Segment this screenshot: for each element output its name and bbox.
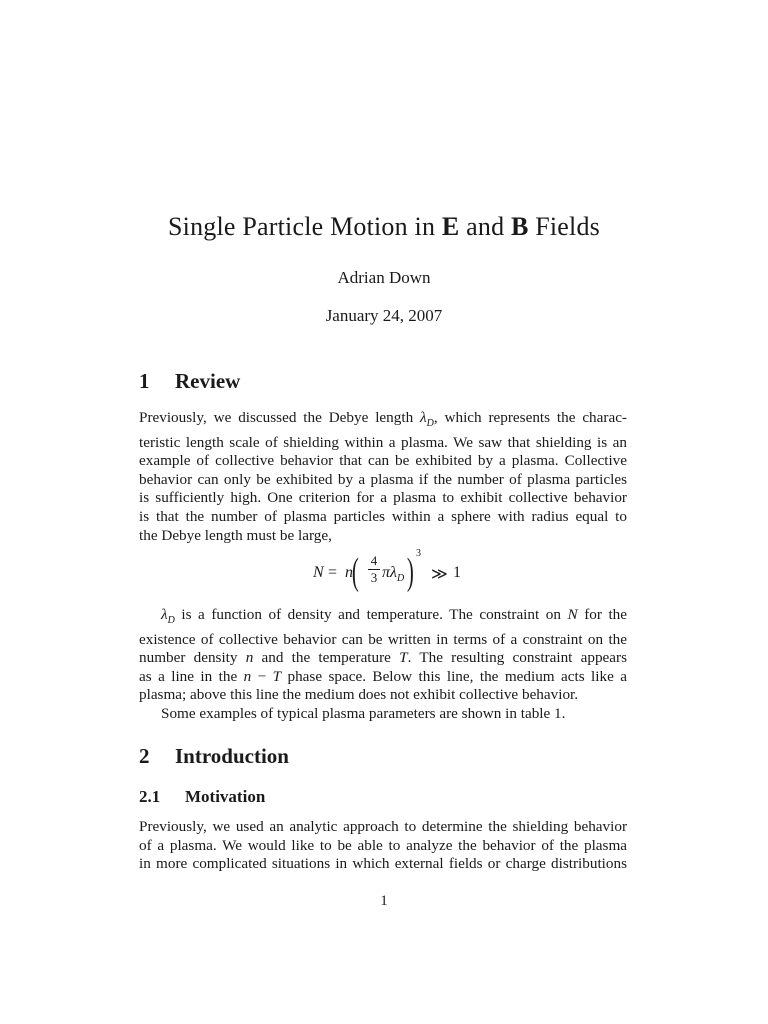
subsection-title: Motivation xyxy=(185,787,266,806)
section-number: 1 xyxy=(139,369,150,393)
text-line: behavior can only be exhibited by a plasma if the number of plasma particles xyxy=(139,470,627,488)
right-paren: ) xyxy=(406,551,414,593)
text-line: example of collective behavior that can be exhibited by a plasma. Collective xyxy=(139,452,627,470)
title-b: B xyxy=(510,212,529,241)
text-line: is that the number of plasma particles within a sphere with radius equal to xyxy=(139,508,627,525)
eq-exponent: 3 xyxy=(416,548,421,559)
section-1-paragraph-2 xyxy=(139,606,627,724)
section-title: Review xyxy=(175,369,241,393)
text-line: in more complicated situations in which external fields or charge distributions xyxy=(139,855,627,873)
page-number: 1 xyxy=(380,893,388,909)
title-e: E xyxy=(441,212,460,241)
text-line: of a plasma. We would like to be able to analyze the behavior of the plasma xyxy=(139,836,627,854)
title-and: and xyxy=(466,212,505,241)
text-line: Previously, we used an analytic approach to determine the shielding behavior xyxy=(139,818,627,835)
section-2-paragraph-1 xyxy=(139,818,627,874)
subsection-2-1-heading xyxy=(139,787,265,807)
section-1-heading xyxy=(139,369,240,394)
text-line: is sufficiently high. One criterion for a plasma to exhibit collective behavior xyxy=(139,489,627,507)
title-suffix: Fields xyxy=(535,212,600,241)
text-line: Some examples of typical plasma parameters are shown in table 1. xyxy=(161,705,566,722)
eq-much-greater: ≫ xyxy=(431,566,448,583)
eq-lhs: N xyxy=(313,564,324,581)
text-line: as a line in the n − T phase space. Below this line, the medium acts like a xyxy=(139,667,627,685)
text-line: plasma; above this line the medium does not exhibit collective behavior. xyxy=(139,686,579,704)
eq-pi-lambda: $\pi\lambda_D$ xyxy=(382,564,405,585)
section-number: 2 xyxy=(139,744,150,768)
text-line: existence of collective behavior can be written in terms of a constraint on the xyxy=(139,630,627,648)
fraction-denominator: 3 xyxy=(370,570,378,585)
date: January 24, 2007 xyxy=(325,306,443,325)
text-line: the Debye length must be large, xyxy=(139,526,332,544)
left-paren: ( xyxy=(351,551,359,593)
fraction xyxy=(368,554,380,585)
equation-collective-criterion xyxy=(0,548,768,596)
text-line: Previously, we discussed the Debye length $\lambda_D$, which represents the charac- xyxy=(139,409,627,430)
fraction-numerator: 4 xyxy=(370,553,378,568)
subsection-number: 2.1 xyxy=(139,787,161,806)
text-line: teristic length scale of shielding within a plasma. We saw that shielding is an xyxy=(139,433,627,451)
eq-rhs: 1 xyxy=(453,564,461,581)
section-1-paragraph-1 xyxy=(139,409,627,545)
text-line: number density n and the temperature T. The resulting constraint appears xyxy=(139,649,627,667)
author: Adrian Down xyxy=(337,268,431,287)
title-prefix: Single Particle Motion in xyxy=(168,212,436,241)
eq-density: n xyxy=(345,564,353,581)
section-2-heading xyxy=(139,744,289,769)
section-title: Introduction xyxy=(175,744,289,768)
paper-title xyxy=(0,212,768,242)
eq-equals: = xyxy=(328,564,338,581)
text-line: $\lambda_D$ is a function of density and temperature. The constraint on N for the xyxy=(161,606,627,627)
